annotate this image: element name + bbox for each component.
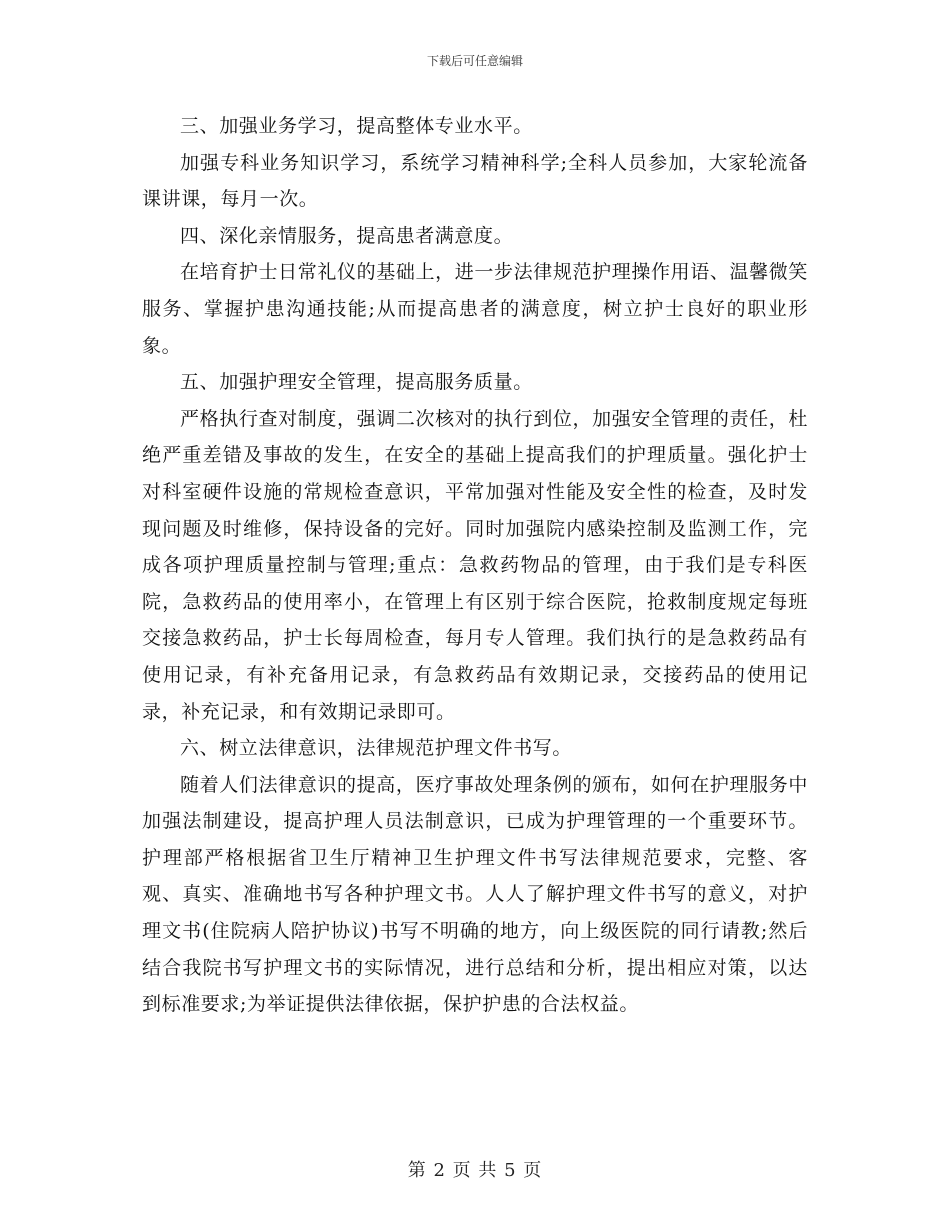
section-heading-3: 三、加强业务学习，提高整体专业水平。 [180, 115, 533, 137]
page-header: 下载后可任意编辑 [426, 54, 523, 68]
section-heading-5: 五、加强护理安全管理，提高服务质量。 [180, 371, 533, 394]
page-footer: 第 2 页 共 5 页 [407, 1160, 543, 1181]
section-heading-6: 六、树立法律意识，法律规范护理文件书写。 [180, 737, 573, 760]
paragraph: 加强专科业务知识学习，系统学习精神科学;全科人员参加，大家轮流备课讲课，每月一次。 [142, 151, 808, 211]
paragraph: 严格执行查对制度，强调二次核对的执行到位，加强安全管理的责任，杜绝严重差错及事故的发生，在安全的基础上提高我们的护理质量。强化护士对科室硬件设施的常规检查意识，平常加强对性能及安全性的检查，及时发现问题及时维修，保持设备的完好。同时加强院内感染控制及监测工作，完成各项护理质量控制与管理;重点：急救药物品的管理，由于我们是专科医院，急救药品的使用率小，在管理上有区别于综合医院，抢救制度规定每班交接急救药品，护士长每周检查，每月专人管理。我们执行的是急救药品有使用记录，有补充备用记录，有急救药品有效期记录，交接药品的使用记录，补充记录，和有效期记录即可。 [142, 407, 808, 723]
section-heading-4: 四、深化亲情服务，提高患者满意度。 [180, 224, 514, 247]
paragraph: 在培育护士日常礼仪的基础上，进一步法律规范护理操作用语、温馨微笑服务、掌握护患沟通技能;从而提高患者的满意度，树立护士良好的职业形象。 [142, 261, 808, 357]
paragraph: 随着人们法律意识的提高，医疗事故处理条例的颁布，如何在护理服务中加强法制建设，提高护理人员法制意识，已成为护理管理的一个重要环节。护理部严格根据省卫生厅精神卫生护理文件书写法律规范要求，完整、客观、真实、准确地书写各种护理文书。人人了解护理文件书写的意义，对护理文书(住院病人陪护协议)书写不明确的地方，向上级医院的同行请教;然后结合我院书写护理文书的实际情况，进行总结和分析，提出相应对策，以达到标准要求;为举证提供法律依据，保护护患的合法权益。 [142, 773, 808, 1016]
document-body [142, 108, 808, 1023]
